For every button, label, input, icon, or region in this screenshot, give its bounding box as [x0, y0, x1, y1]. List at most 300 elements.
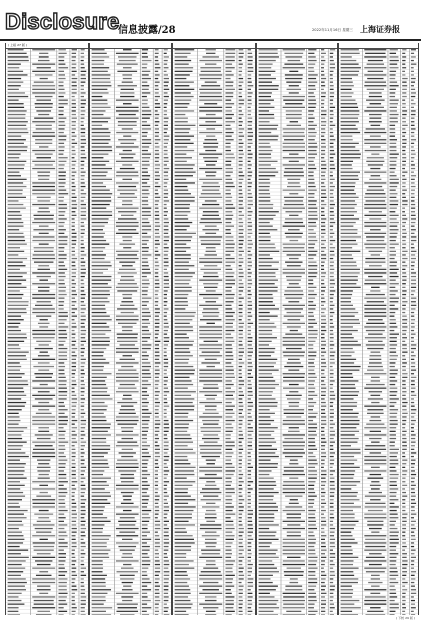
table-cell-text: [8, 604, 25, 605]
table-cell-text: [402, 150, 405, 151]
table-cell-text: [402, 388, 406, 389]
table-cell-text: [175, 215, 188, 216]
table-cell-text: [330, 542, 335, 543]
table-cell-text: [164, 607, 169, 608]
table-cell-text: [402, 492, 406, 493]
table-cell-text: [239, 560, 243, 561]
table-cell-text: [402, 208, 405, 209]
table-cell-text: [81, 146, 85, 147]
table-cell-text: [81, 319, 86, 320]
table-cell-text: [8, 452, 26, 453]
table-cell-text: [283, 553, 305, 554]
table-cell-text: [72, 247, 75, 248]
table-cell-text: [58, 409, 67, 410]
table-cell-text: [199, 370, 222, 371]
table-cell-text: [72, 229, 75, 230]
table-cell-text: [155, 517, 158, 518]
table-cell-text: [402, 546, 407, 547]
table-cell-text: [81, 161, 85, 162]
table-cell-text: [164, 74, 168, 75]
table-cell-text: [330, 427, 334, 428]
table-cell-text: [142, 492, 147, 493]
table-cell-text: [225, 161, 231, 162]
table-cell-text: [368, 510, 383, 511]
table-cell-text: [8, 517, 27, 518]
table-cell-text: [364, 197, 386, 198]
table-cell-text: [239, 398, 243, 399]
table-cell-text: [72, 287, 76, 288]
table-cell-text: [225, 377, 234, 378]
table-cell-text: [411, 136, 414, 137]
table-cell-text: [259, 424, 271, 425]
table-cell-text: [321, 456, 326, 457]
table-cell-text: [142, 560, 151, 561]
table-cell-text: [155, 607, 159, 608]
table-cell-text: [39, 208, 49, 209]
table-cell-text: [202, 553, 220, 554]
table-cell-text: [175, 492, 188, 493]
table-cell-text: [92, 172, 108, 173]
table-cell-text: [92, 589, 111, 590]
table-cell-text: [72, 258, 78, 259]
table-cell-text: [341, 614, 358, 615]
table-cell-text: [58, 337, 67, 338]
table-cell-text: [402, 110, 407, 111]
table-cell-text: [284, 316, 304, 317]
table-cell-text: [72, 488, 77, 489]
table-cell-text: [201, 362, 220, 363]
table-cell-text: [58, 301, 64, 302]
table-cell-text: [199, 208, 222, 209]
table-cell-text: [390, 521, 396, 522]
table-cell-text: [142, 236, 151, 237]
table-cell-text: [341, 420, 360, 421]
table-cell-text: [341, 92, 354, 93]
table-cell-text: [259, 56, 279, 57]
table-cell-text: [259, 190, 270, 191]
table-cell-text: [58, 589, 66, 590]
table-cell-text: [8, 460, 20, 461]
table-cell-text: [175, 186, 188, 187]
table-cell-text: [200, 67, 221, 68]
table-cell-text: [155, 586, 160, 587]
table-cell-text: [37, 211, 49, 212]
table-cell-text: [81, 406, 85, 407]
table-cell-text: [321, 114, 326, 115]
table-cell-text: [8, 89, 19, 90]
table-cell-text: [72, 391, 75, 392]
table-cell-text: [92, 247, 106, 248]
table-cell-text: [142, 298, 152, 299]
table-cell-text: [164, 575, 170, 576]
table-cell-text: [8, 330, 21, 331]
table-cell-text: [8, 82, 24, 83]
table-cell-text: [58, 197, 64, 198]
table-cell-text: [239, 542, 243, 543]
table-cell-text: [308, 550, 315, 551]
table-cell-text: [36, 100, 51, 101]
table-cell-text: [201, 240, 221, 241]
table-cell-text: [35, 528, 53, 529]
table-cell-text: [239, 460, 242, 461]
table-cell-text: [225, 416, 232, 417]
table-cell-text: [32, 416, 55, 417]
table-cell-text: [341, 427, 357, 428]
table-cell-text: [308, 600, 317, 601]
table-cell-text: [371, 395, 381, 396]
table-cell-text: [402, 164, 406, 165]
table-cell-text: [321, 100, 324, 101]
table-cell-text: [58, 413, 64, 414]
table-cell-text: [175, 452, 196, 453]
table-cell-text: [283, 164, 305, 165]
table-cell-text: [289, 384, 299, 385]
table-cell-text: [225, 362, 231, 363]
table-cell-text: [58, 157, 67, 158]
table-cell-text: [164, 366, 168, 367]
table-cell-text: [321, 524, 326, 525]
table-cell-text: [390, 510, 397, 511]
table-cell-text: [321, 499, 325, 500]
table-cell-text: [330, 614, 334, 615]
table-cell-text: [155, 524, 160, 525]
table-cell-text: [248, 614, 252, 615]
table-cell-text: [175, 114, 186, 115]
table-cell-text: [142, 143, 151, 144]
table-cell-text: [341, 546, 352, 547]
table-cell-text: [8, 301, 29, 302]
table-cell-text: [155, 456, 160, 457]
table-cell-text: [58, 125, 65, 126]
table-cell-text: [402, 107, 405, 108]
table-cell-text: [259, 258, 273, 259]
table-cell-text: [225, 445, 234, 446]
table-cell-text: [248, 316, 253, 317]
table-cell-text: [32, 64, 55, 65]
table-cell-text: [390, 539, 399, 540]
table-cell-text: [248, 215, 252, 216]
table-cell-text: [259, 218, 274, 219]
table-cell-text: [239, 467, 242, 468]
table-cell-text: [390, 262, 398, 263]
table-cell-text: [142, 614, 149, 615]
table-cell-text: [8, 359, 27, 360]
table-cell-text: [248, 71, 254, 72]
table-cell-text: [8, 218, 22, 219]
table-cell-text: [92, 384, 107, 385]
table-cell-text: [330, 442, 335, 443]
table-cell-text: [164, 434, 167, 435]
table-cell-text: [92, 528, 103, 529]
table-cell-text: [248, 164, 252, 165]
table-cell-text: [248, 330, 251, 331]
table-cell-text: [81, 164, 85, 165]
table-cell-text: [287, 517, 301, 518]
table-cell-text: [164, 589, 169, 590]
table-cell-text: [72, 395, 77, 396]
table-cell-text: [142, 344, 152, 345]
table-cell-text: [8, 420, 21, 421]
table-cell-text: [155, 254, 160, 255]
table-cell-text: [390, 370, 398, 371]
table-cell-text: [321, 265, 324, 266]
table-cell-text: [341, 128, 358, 129]
table-cell-text: [8, 294, 24, 295]
table-cell-text: [32, 395, 55, 396]
table-cell-text: [330, 373, 334, 374]
table-cell-text: [72, 575, 77, 576]
table-cell-text: [8, 168, 24, 169]
table-cell-text: [8, 532, 22, 533]
table-cell-text: [248, 193, 252, 194]
table-cell-text: [402, 294, 406, 295]
table-cell-text: [248, 276, 251, 277]
table-cell-text: [411, 262, 415, 263]
table-cell-text: [225, 388, 231, 389]
table-cell-text: [202, 229, 219, 230]
table-cell-text: [259, 485, 277, 486]
table-cell-text: [411, 348, 416, 349]
table-cell-text: [142, 71, 150, 72]
table-cell-text: [248, 262, 252, 263]
table-cell-text: [8, 431, 24, 432]
table-cell-text: [92, 294, 110, 295]
table-cell-text: [199, 330, 222, 331]
table-cell-text: [175, 571, 187, 572]
table-cell-text: [155, 132, 159, 133]
table-cell-text: [289, 154, 298, 155]
table-cell-text: [239, 146, 243, 147]
table-cell-text: [411, 236, 417, 237]
table-cell-text: [199, 60, 222, 61]
table-cell-text: [8, 67, 20, 68]
table-cell-text: [330, 550, 333, 551]
table-cell-text: [308, 467, 315, 468]
table-cell-text: [155, 575, 159, 576]
table-cell-text: [35, 154, 53, 155]
dense-table-rows: [6, 48, 88, 615]
table-cell-text: [142, 589, 151, 590]
table-cell-text: [72, 445, 75, 446]
table-cell-text: [287, 326, 301, 327]
table-cell-text: [225, 280, 235, 281]
table-cell-text: [308, 154, 317, 155]
table-cell-text: [175, 607, 192, 608]
table-cell-text: [164, 287, 170, 288]
table-cell-text: [321, 308, 326, 309]
table-cell-text: [364, 550, 386, 551]
table-cell-text: [330, 276, 334, 277]
table-cell-text: [321, 539, 325, 540]
table-cell-text: [330, 514, 334, 515]
table-cell-text: [308, 85, 315, 86]
table-cell-text: [8, 290, 20, 291]
table-cell-text: [81, 514, 86, 515]
table-cell-text: [341, 200, 355, 201]
table-cell-text: [308, 323, 317, 324]
table-cell-text: [369, 114, 382, 115]
table-cell-text: [330, 395, 335, 396]
table-cell-text: [123, 78, 132, 79]
table-cell-text: [38, 323, 50, 324]
table-cell-text: [308, 524, 316, 525]
table-cell-text: [371, 402, 379, 403]
table-cell-text: [364, 470, 386, 471]
table-cell-text: [308, 308, 315, 309]
table-cell-text: [321, 74, 324, 75]
table-cell-text: [289, 85, 299, 86]
table-cell-text: [390, 53, 396, 54]
table-cell-text: [259, 607, 280, 608]
table-cell-text: [8, 510, 28, 511]
table-cell-text: [330, 488, 335, 489]
table-cell-text: [92, 546, 107, 547]
table-cell-text: [283, 546, 305, 547]
table-cell-text: [203, 424, 218, 425]
table-cell-text: [330, 240, 335, 241]
table-cell-text: [371, 380, 380, 381]
table-cell-text: [92, 373, 112, 374]
table-cell-text: [239, 517, 242, 518]
table-cell-text: [8, 427, 28, 428]
table-cell-text: [8, 524, 24, 525]
table-cell-text: [155, 589, 159, 590]
table-cell-text: [402, 535, 405, 536]
table-cell-text: [175, 593, 191, 594]
table-cell-text: [341, 366, 361, 367]
table-cell-text: [341, 373, 353, 374]
table-cell-text: [341, 488, 352, 489]
table-cell-text: [142, 172, 148, 173]
table-cell-text: [164, 157, 169, 158]
table-cell-text: [81, 463, 85, 464]
table-cell-text: [81, 488, 86, 489]
table-cell-text: [175, 517, 192, 518]
table-cell-text: [155, 445, 160, 446]
table-cell-text: [390, 49, 398, 50]
table-cell-text: [321, 136, 324, 137]
table-cell-text: [8, 442, 27, 443]
table-cell-text: [402, 283, 406, 284]
table-cell-text: [155, 125, 158, 126]
table-cell-text: [164, 53, 167, 54]
table-cell-text: [92, 488, 105, 489]
table-cell-text: [8, 326, 19, 327]
table-cell-text: [32, 506, 55, 507]
table-cell-text: [239, 301, 242, 302]
table-cell-text: [259, 208, 273, 209]
table-cell-text: [283, 521, 305, 522]
table-cell-text: [72, 96, 75, 97]
table-cell-text: [308, 614, 315, 615]
table-cell-text: [164, 539, 169, 540]
table-cell-text: [120, 96, 134, 97]
table-cell-text: [92, 190, 110, 191]
table-cell-text: [155, 64, 160, 65]
table-cell-text: [402, 330, 406, 331]
table-cell-text: [175, 172, 196, 173]
table-cell-text: [142, 373, 151, 374]
table-cell-text: [330, 200, 334, 201]
table-cell-text: [239, 229, 244, 230]
table-cell-text: [175, 60, 192, 61]
table-cell-text: [72, 452, 76, 453]
table-cell-text: [58, 402, 63, 403]
table-cell-text: [341, 294, 353, 295]
table-cell-text: [402, 463, 406, 464]
table-cell-text: [58, 323, 64, 324]
table-cell-text: [121, 301, 133, 302]
table-cell-text: [164, 326, 169, 327]
table-cell-text: [239, 388, 242, 389]
table-cell-text: [118, 121, 137, 122]
table-cell-text: [116, 362, 139, 363]
table-cell-text: [402, 85, 407, 86]
table-cell-text: [116, 226, 139, 227]
table-cell-text: [92, 550, 111, 551]
table-cell-text: [203, 568, 218, 569]
table-cell-text: [411, 373, 414, 374]
table-cell-text: [38, 463, 49, 464]
table-cell-text: [321, 391, 326, 392]
table-cell-text: [203, 157, 218, 158]
table-cell-text: [92, 226, 105, 227]
table-cell-text: [164, 298, 167, 299]
table-cell-text: [117, 64, 138, 65]
table-cell-text: [390, 172, 395, 173]
table-cell-text: [58, 406, 64, 407]
table-cell-text: [81, 121, 84, 122]
table-cell-text: [308, 413, 317, 414]
table-cell-text: [390, 265, 397, 266]
table-cell-text: [341, 276, 358, 277]
table-cell-text: [81, 427, 86, 428]
table-cell-text: [142, 420, 150, 421]
table-cell-text: [142, 60, 152, 61]
table-cell-text: [390, 258, 395, 259]
table-cell-text: [142, 118, 150, 119]
table-cell-text: [259, 89, 279, 90]
table-cell-text: [411, 517, 414, 518]
table-cell-text: [164, 571, 170, 572]
table-cell-text: [92, 560, 103, 561]
table-cell-text: [164, 427, 170, 428]
table-cell-text: [321, 485, 325, 486]
table-cell-text: [341, 445, 351, 446]
table-cell-text: [341, 362, 355, 363]
table-cell-text: [58, 326, 68, 327]
table-cell-text: [175, 290, 192, 291]
table-cell-text: [259, 553, 276, 554]
table-cell-text: [58, 366, 65, 367]
table-cell-text: [81, 92, 86, 93]
table-cell-text: [155, 118, 159, 119]
table-cell-text: [364, 215, 386, 216]
table-cell-text: [411, 593, 416, 594]
table-cell-text: [142, 445, 150, 446]
table-cell-text: [81, 499, 87, 500]
table-cell-text: [164, 139, 169, 140]
table-cell-text: [239, 589, 243, 590]
table-cell-text: [37, 470, 50, 471]
table-cell-text: [8, 121, 28, 122]
table-cell-text: [248, 92, 253, 93]
table-cell-text: [239, 532, 244, 533]
table-cell-text: [259, 503, 277, 504]
table-cell-text: [164, 506, 169, 507]
table-cell-text: [402, 362, 407, 363]
table-cell-text: [81, 74, 86, 75]
